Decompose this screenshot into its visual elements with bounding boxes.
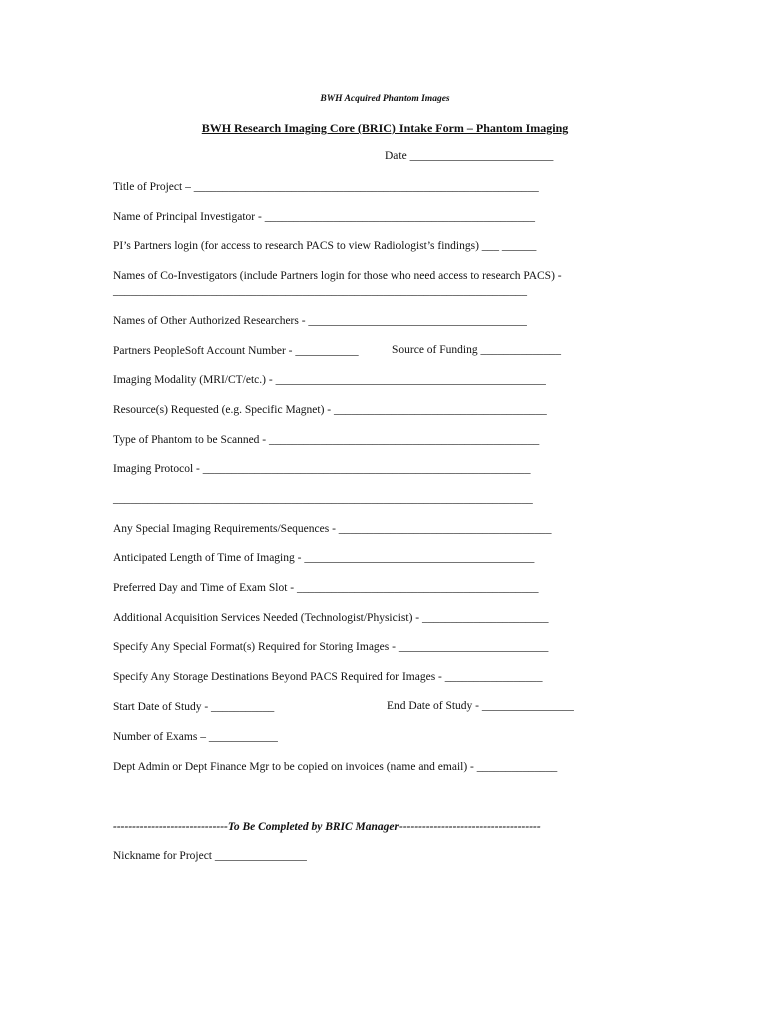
phantom-type-field: Type of Phantom to be Scanned - _______________________________________________	[113, 434, 540, 446]
imaging-protocol-field: Imaging Protocol - _________________________________________________________	[113, 463, 531, 475]
dept-admin-field: Dept Admin or Dept Finance Mgr to be copied on invoices (name and email) - ______________	[113, 761, 558, 773]
source-of-funding-field: Source of Funding ______________	[392, 344, 561, 356]
document-header: BWH Acquired Phantom Images	[320, 94, 450, 104]
co-investigators-field: Names of Co-Investigators (include Partners login for those who need access to research PACS) -	[113, 270, 562, 282]
pi-partners-login-field: PI’s Partners login (for access to research PACS to view Radiologist’s findings) ___ ______	[113, 240, 537, 252]
co-investigators-blank-line: ________________________________________________________________________	[113, 285, 527, 297]
resources-requested-field: Resource(s) Requested (e.g. Specific Magnet) - _____________________________________	[113, 404, 547, 416]
anticipated-length-field: Anticipated Length of Time of Imaging - ________________________________________	[113, 552, 535, 564]
imaging-protocol-blank-line: _________________________________________________________________________	[113, 493, 533, 505]
project-nickname-field: Nickname for Project ________________	[113, 850, 307, 862]
start-date-field: Start Date of Study - ___________	[113, 701, 275, 713]
title-of-project-field: Title of Project – ____________________________________________________________	[113, 181, 539, 193]
manager-section-divider: ------------------------------To Be Completed by BRIC Manager-------------------------------------	[113, 821, 541, 833]
end-date-field: End Date of Study - ________________	[387, 700, 574, 712]
peoplesoft-account-field: Partners PeopleSoft Account Number - ___________	[113, 345, 359, 357]
imaging-modality-field: Imaging Modality (MRI/CT/etc.) - _______________________________________________	[113, 374, 546, 386]
preferred-day-time-field: Preferred Day and Time of Exam Slot - __________________________________________	[113, 582, 539, 594]
acquisition-services-field: Additional Acquisition Services Needed (Technologist/Physicist) - ______________________	[113, 612, 549, 624]
storage-destinations-field: Specify Any Storage Destinations Beyond PACS Required for Images - _________________	[113, 671, 543, 683]
special-requirements-field: Any Special Imaging Requirements/Sequences - _____________________________________	[113, 523, 552, 535]
number-of-exams-field: Number of Exams – ____________	[113, 731, 278, 743]
storing-format-field: Specify Any Special Format(s) Required for Storing Images - __________________________	[113, 641, 549, 653]
other-researchers-field: Names of Other Authorized Researchers - ______________________________________	[113, 315, 527, 327]
principal-investigator-field: Name of Principal Investigator - _______________________________________________	[113, 211, 535, 223]
form-title: BWH Research Imaging Core (BRIC) Intake Form – Phantom Imaging	[201, 121, 569, 135]
date-field: Date _________________________	[385, 150, 554, 162]
